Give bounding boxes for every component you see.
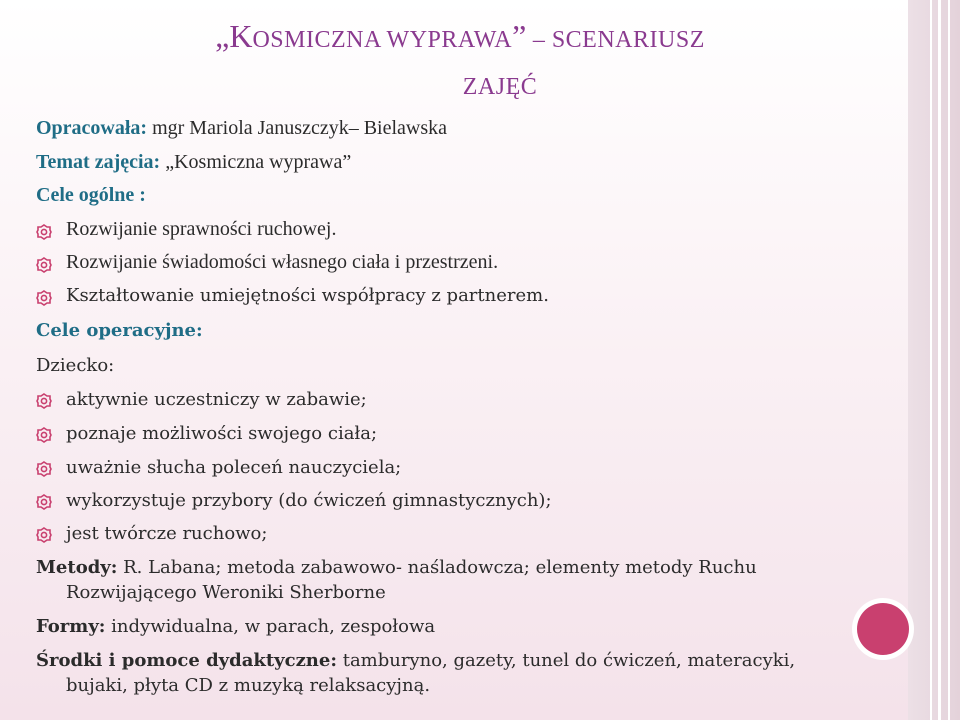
child-label: Dziecko: <box>36 355 115 376</box>
operational-goals-heading: Cele operacyjne: <box>36 320 203 341</box>
bullet-icon <box>36 527 52 543</box>
methods-value: R. Labana; metoda zabawowo- naśladowcza; elementy metody Ruchu <box>117 557 757 578</box>
methods-line <box>36 557 757 578</box>
operational-goal-item: wykorzystuje przybory (do ćwiczeń gimnastycznych); <box>66 490 552 511</box>
page-title: „KOSMICZNA WYPRAWA” – SCENARIUSZ ZAJĘĆ <box>215 18 705 100</box>
operational-goal-item: aktywnie uczestniczy w zabawie; <box>66 389 367 410</box>
methods-label: Metody: <box>36 557 118 578</box>
decorative-circle-fill <box>857 603 909 655</box>
topic-value: „Kosmiczna wyprawa” <box>160 151 352 173</box>
aids-value: tamburyno, gazety, tunel do ćwiczeń, materacyki, <box>336 650 796 671</box>
decorative-stripes <box>908 0 960 720</box>
author-line <box>36 117 447 140</box>
topic-line <box>36 151 351 174</box>
general-goals-heading: Cele ogólne : <box>36 184 146 206</box>
topic-label: Temat zajęcia: <box>36 151 161 173</box>
general-goal-item: Rozwijanie świadomości własnego ciała i przestrzeni. <box>66 251 499 273</box>
aids-line <box>36 650 795 671</box>
forms-value: indywidualna, w parach, zespołowa <box>105 616 436 637</box>
author-label: Opracowała: <box>36 117 148 139</box>
general-goal-item: Kształtowanie umiejętności współpracy z partnerem. <box>66 285 549 306</box>
general-goal-item: Rozwijanie sprawności ruchowej. <box>66 218 337 240</box>
author-value: mgr Mariola Januszczyk– Bielawska <box>147 117 448 139</box>
operational-goal-item: uważnie słucha poleceń nauczyciela; <box>66 457 402 478</box>
methods-line-2: Rozwijającego Weroniki Sherborne <box>66 582 386 603</box>
forms-line <box>36 616 435 637</box>
aids-line-2: bujaki, płyta CD z muzyką relaksacyjną. <box>66 675 431 696</box>
bullet-icon <box>36 257 52 273</box>
forms-label: Formy: <box>36 616 106 637</box>
operational-goal-item: jest twórcze ruchowo; <box>66 523 268 544</box>
bullet-icon <box>36 224 52 240</box>
operational-goal-item: poznaje możliwości swojego ciała; <box>66 423 378 444</box>
bullet-icon <box>36 461 52 477</box>
bullet-icon <box>36 494 52 510</box>
bullet-icon <box>36 290 52 306</box>
aids-label: Środki i pomoce dydaktyczne: <box>36 650 337 671</box>
bullet-icon <box>36 393 52 409</box>
bullet-icon <box>36 427 52 443</box>
